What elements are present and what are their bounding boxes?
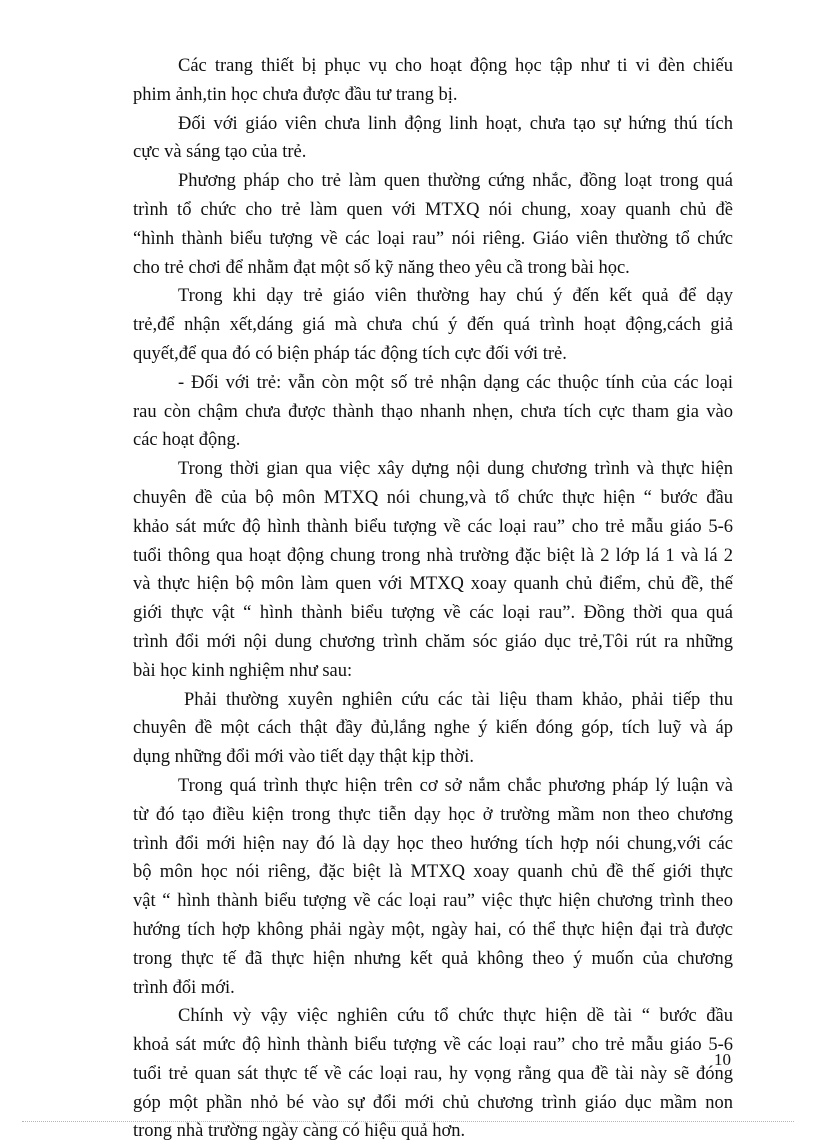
text-line: khoả sát mức độ hình thành biểu tượng về các loại rau” cho trẻ mẫu giáo 5-6 — [133, 1035, 733, 1056]
text-line: cho trẻ chơi để nhằm đạt một số kỹ năng theo yêu cầ trong bài học. — [133, 257, 630, 278]
text-line: chuyên đề một cách thật đầy đủ,lắng nghe ý kiến đóng góp, tích luỹ và áp — [133, 718, 733, 739]
text-line: Trong thời gian qua việc xây dựng nội dung chương trình và thực hiện — [178, 459, 733, 480]
text-line: trình tổ chức cho trẻ làm quen với MTXQ nói chung, xoay quanh chủ đề — [133, 199, 733, 220]
text-line: Phương pháp cho trẻ làm quen thường cứng nhắc, đồng loạt trong quá — [178, 171, 733, 192]
text-line: hướng tích hợp không phải ngày một, ngày hai, có thể thực hiện đại trà được — [133, 919, 733, 940]
text-line: giới thực vật “ hình thành biểu tượng về các loại rau”. Đồng thời qua quá — [133, 603, 733, 624]
text-line: quyết,để qua đó có biện pháp tác động tích cực đối với trẻ. — [133, 343, 567, 364]
text-line: Trong quá trình thực hiện trên cơ sở nắm chắc phương pháp lý luận và — [178, 775, 733, 796]
text-line: tuổi thông qua hoạt động chung trong nhà trường đặc biệt là 2 lớp lá 1 và lá 2 — [133, 545, 733, 566]
text-line: từ đó tạo điều kiện trong thực tiễn dạy học ở trường mầm non theo chương — [133, 804, 733, 825]
text-line: Các trang thiết bị phục vụ cho hoạt động học tập như ti vi đèn chiếu — [178, 56, 733, 76]
document-body — [133, 52, 733, 1146]
text-line: bài học kinh nghiệm như sau: — [133, 660, 353, 681]
text-line: góp một phần nhỏ bé vào sự đổi mới chủ chương trình giáo dục mầm non — [133, 1092, 733, 1113]
page-bottom-divider — [22, 1121, 794, 1122]
text-line: bộ môn học nói riêng, đặc biệt là MTXQ xoay quanh chủ đề thế giới thực — [133, 862, 733, 883]
text-line: trình đổi mới. — [133, 977, 235, 998]
text-line: trong nhà trường ngày càng có hiệu quả hơn. — [133, 1121, 466, 1142]
page-number: 10 — [714, 1050, 731, 1069]
text-line: chuyên đề của bộ môn MTXQ nói chung,và tổ chức thực hiện “ bước đầu — [133, 487, 733, 508]
text-line: Trong khi dạy trẻ giáo viên thường hay chú ý đến kết quả để dạy — [178, 286, 733, 307]
text-line: trình đổi mới hiện nay đó là dạy học theo hướng tích hợp nói chung,với các — [133, 833, 733, 854]
text-line: tuổi trẻ quan sát thực tế về các loại rau, hy vọng rằng qua đề tài này sẽ đóng — [133, 1063, 733, 1084]
text-line: cực và sáng tạo của trẻ. — [133, 142, 307, 163]
text-line: Đối với giáo viên chưa linh động linh hoạt, chưa tạo sự hứng thú tích — [178, 113, 733, 134]
text-line: phim ảnh,tin học chưa được đầu tư trang bị. — [133, 84, 458, 105]
text-line: Chính vỳ vậy việc nghiên cứu tổ chức thực hiện dề tài “ bước đầu — [178, 1006, 733, 1027]
text-line: vật “ hình thành biểu tượng về các loại rau” việc thực hiện chương trình theo — [133, 891, 733, 912]
text-line: trong thực tế đã thực hiện nhưng kết quả không theo ý muốn của chương — [133, 948, 733, 969]
text-line: dụng những đổi mới vào tiết dạy thật kịp thời. — [133, 747, 474, 768]
text-line: “hình thành biểu tượng về các loại rau” nói riêng. Giáo viên thường tổ chức — [133, 228, 733, 249]
text-line: và thực hiện bộ môn làm quen với MTXQ xoay quanh chủ điểm, chủ đề, thế — [133, 574, 733, 595]
text-line: rau còn chậm chưa được thành thạo nhanh nhẹn, chưa tích cực tham gia vào — [133, 401, 733, 422]
text-line: trẻ,để nhận xết,dáng giá mà chưa chú ý đến quá trình hoạt động,cách giả — [133, 315, 733, 336]
text-line: - Đối với trẻ: vẫn còn một số trẻ nhận dạng các thuộc tính của các loại — [178, 372, 733, 393]
text-line: trình đổi mới nội dung chương trình chăm sóc giáo dục trẻ,Tôi rút ra những — [133, 631, 733, 652]
text-line: các hoạt động. — [133, 430, 241, 451]
text-line: Phải thường xuyên nghiên cứu các tài liệu tham khảo, phải tiếp thu — [184, 689, 733, 710]
text-line: khảo sát mức độ hình thành biểu tượng về các loại rau” cho trẻ mẫu giáo 5-6 — [133, 516, 733, 537]
